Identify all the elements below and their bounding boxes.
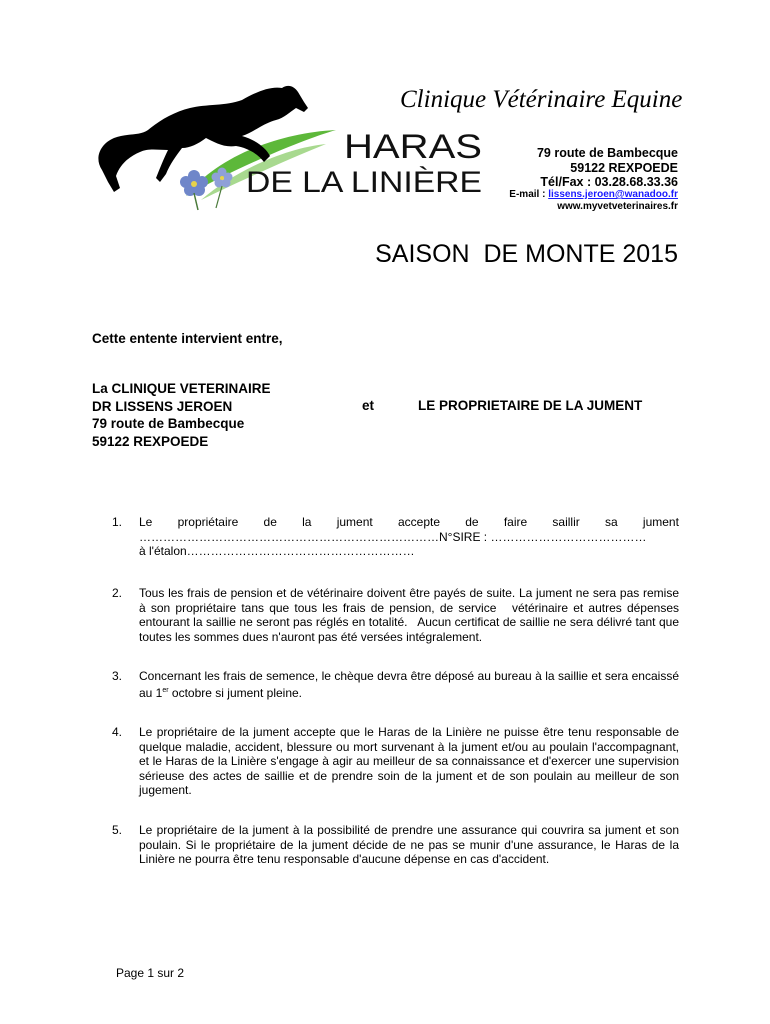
connector-et: et: [362, 398, 375, 413]
clause-text: [139, 515, 679, 559]
clinic-title: Clinique Vétérinaire Equine: [400, 86, 683, 113]
logo-line1: HARAS: [344, 128, 482, 166]
clause-text-part: Concernant les frais de semence, le chèque devra être déposé au bureau à la saillie et sera encaissé au 1: [139, 669, 679, 700]
superscript: er: [162, 686, 169, 694]
intro-text: Cette entente intervient entre,: [92, 331, 283, 346]
party-owner: LE PROPRIETAIRE DE LA JUMENT: [418, 398, 643, 413]
word: jument: [642, 515, 679, 529]
clause-text: Le propriétaire de la jument accepte que le Haras de la Linière ne puisse être tenu responsable de quelque maladie, accident, blessure ou mort survenant à la jument et/ou au poulain l'accompagnant, et le Haras de la Linière s'engage à agir au meilleur de sa connaissance et d'exercer une supervision sérieuse des actes de saillie et de prendre soin de la jument et de son poulain au meilleur de son jugement.: [139, 725, 679, 797]
word: accepte: [397, 515, 440, 529]
word: de: [263, 515, 277, 529]
party-clinic-line2: DR LISSENS JEROEN: [92, 398, 233, 414]
email-link[interactable]: lissens.jeroen@wanadoo.fr: [548, 189, 678, 200]
logo-line2: DE LA LINIÈRE: [246, 166, 482, 199]
word: de: [465, 515, 479, 529]
word: la: [302, 515, 312, 529]
clause-text-part: octobre si jument pleine.: [168, 685, 302, 700]
clause-text: [139, 669, 679, 700]
word: sa: [604, 515, 618, 529]
clause-1: [112, 515, 678, 561]
party-clinic-line3: 79 route de Bambecque: [92, 416, 245, 431]
word: propriétaire: [177, 515, 239, 529]
email-line: [509, 189, 678, 200]
clause-1-line3: à l'étalon…………………………………………………: [139, 544, 415, 558]
clause-1-line1: [139, 515, 679, 530]
clause-number: 4.: [112, 725, 123, 739]
clause-number: 2.: [112, 586, 123, 600]
page-number: Page 1 sur 2: [116, 966, 185, 980]
address-line2: 59122 REXPOEDE: [570, 161, 678, 175]
word: faire: [503, 515, 528, 529]
email-label: E-mail :: [509, 189, 549, 200]
clause-1-line2: …………………………………………………………………N°SIRE : …………………………………: [139, 529, 647, 544]
party-clinic: [92, 380, 271, 450]
document-title: SAISON DE MONTE 2015: [375, 240, 678, 268]
party-clinic-line1: La CLINIQUE VETERINAIRE: [92, 381, 271, 396]
clause-number: 1.: [112, 515, 123, 529]
clause-text: Le propriétaire de la jument à la possibilité de prendre une assurance qui couvrira sa jument et son poulain. Si le propriétaire de la jument décide de ne pas se munir d'une assurance, le Haras de la Linière ne pourra être tenu responsable d'aucune dépense en cas d'accident.: [139, 823, 679, 866]
word: saillir: [552, 515, 580, 529]
website: www.myvetveterinaires.fr: [557, 201, 678, 212]
flower-icon: [212, 168, 233, 209]
clause-number: 3.: [112, 669, 123, 683]
word: Le: [139, 515, 153, 529]
address-line1: 79 route de Bambecque: [536, 146, 678, 160]
clause-number: 5.: [112, 823, 123, 837]
flower-icon: [180, 170, 208, 210]
word: jument: [336, 515, 373, 529]
clause-text: Tous les frais de pension et de vétérinaire doivent être payés de suite. La jument ne sera pas remise à son propriétaire tans que tous les frais de pension, de service vétérinaire et autres dépenses entourant la saillie ne seront pas réglés en totalité. Aucun certificat de saillie ne sera délivré tant que toutes les sommes dues n'auront pas été versées intégralement.: [139, 586, 683, 644]
phone: Tél/Fax : 03.28.68.33.36: [540, 175, 678, 189]
party-clinic-line4: 59122 REXPOEDE: [92, 433, 209, 449]
